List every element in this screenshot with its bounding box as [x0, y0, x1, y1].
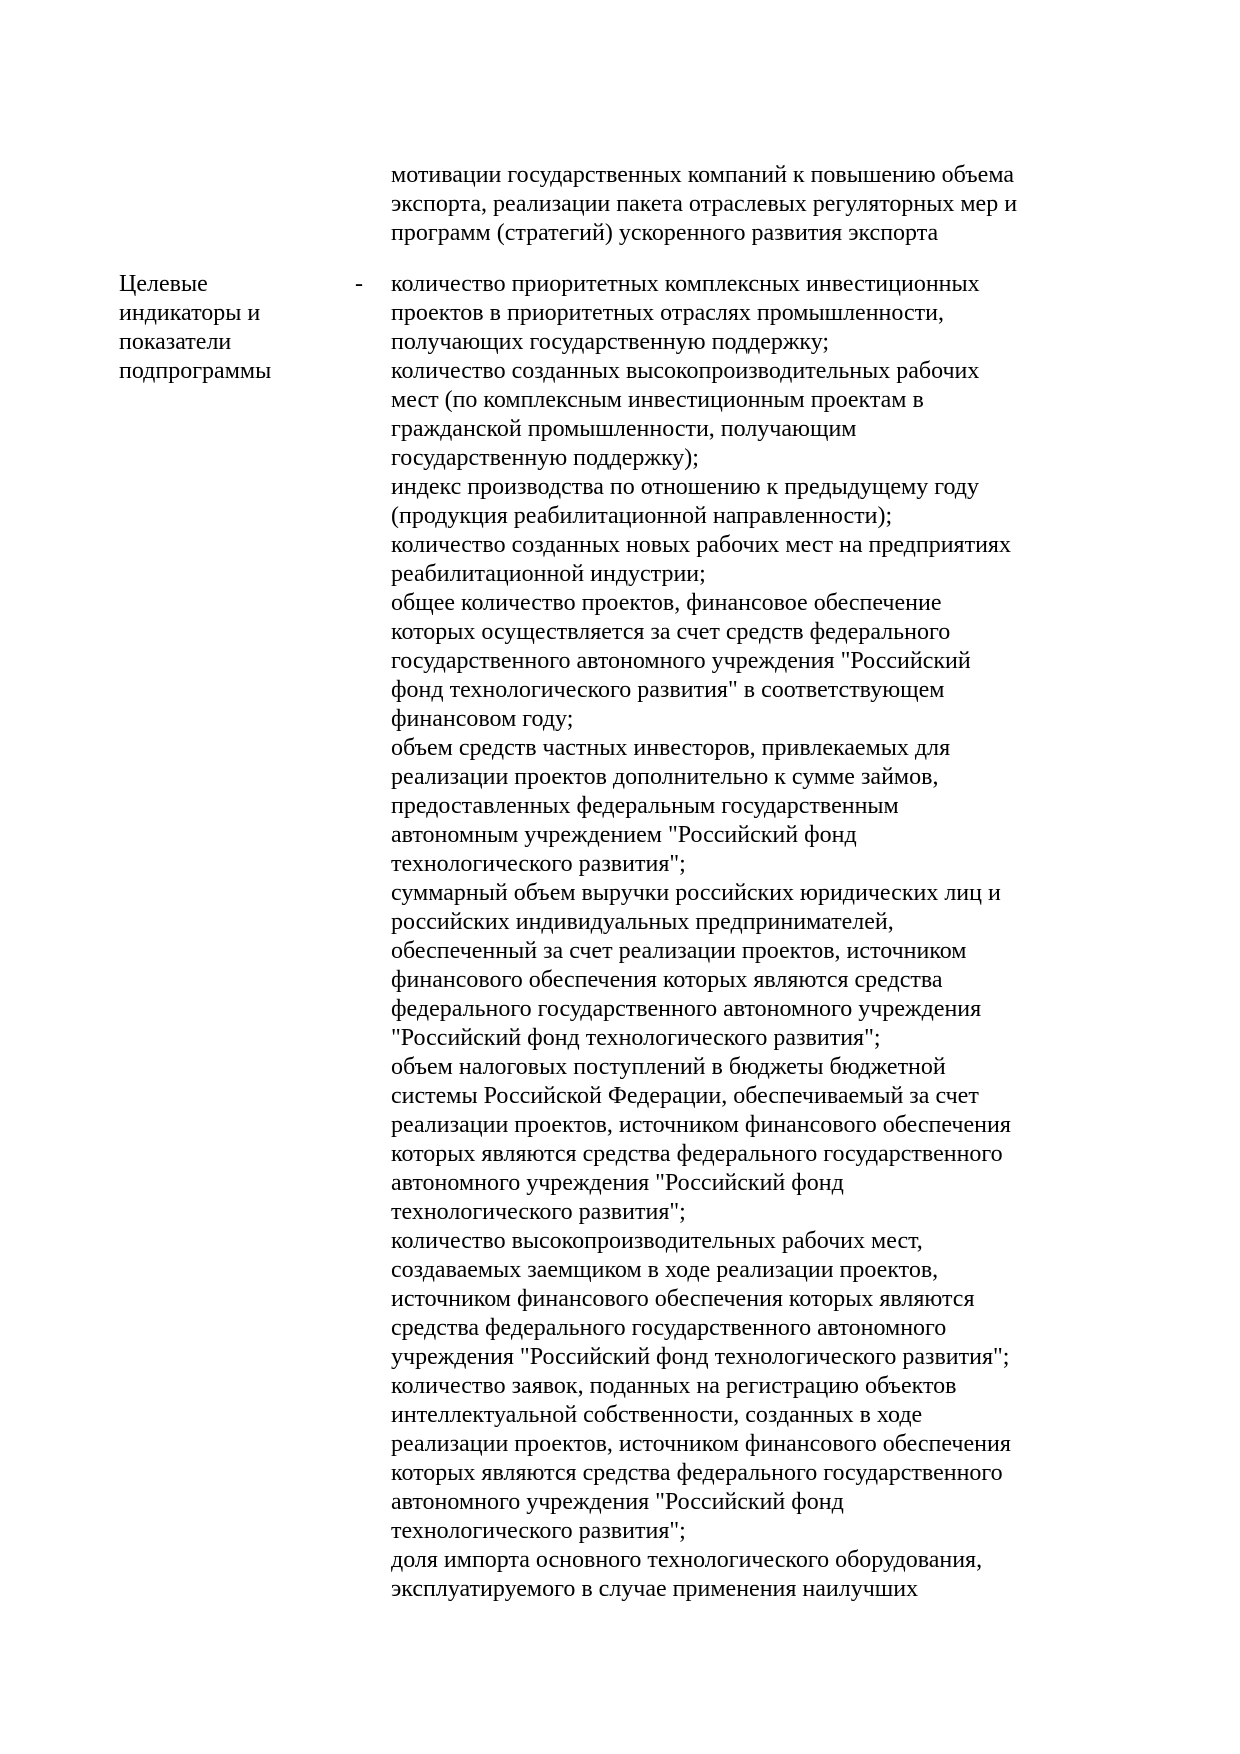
indicator-line: которых являются средства федерального государственного — [391, 1141, 1003, 1167]
indicator-line: финансового обеспечения которых являются средства — [391, 967, 943, 993]
indicator-line: источником финансового обеспечения которых являются — [391, 1286, 975, 1312]
indicator-line: учреждения "Российский фонд технологического развития"; — [391, 1344, 1010, 1370]
indicator-line: доля импорта основного технологического оборудования, — [391, 1547, 983, 1573]
indicator-line: гражданской промышленности, получающим — [391, 416, 857, 442]
continuation-line: программ (стратегий) ускоренного развития экспорта — [391, 220, 939, 246]
section-label-line: индикаторы и — [119, 300, 261, 326]
section-label-line: подпрограммы — [119, 358, 272, 384]
indicator-line: автономного учреждения "Российский фонд — [391, 1170, 844, 1196]
indicator-line: количество заявок, поданных на регистрацию объектов — [391, 1373, 957, 1399]
indicator-line: (продукция реабилитационной направленности); — [391, 503, 893, 529]
indicator-line: реализации проектов, источником финансового обеспечения — [391, 1431, 1011, 1457]
indicator-line: предоставленных федеральным государственным — [391, 793, 899, 819]
indicator-line: фонд технологического развития" в соответствующем — [391, 677, 945, 703]
indicator-line: государственную поддержку); — [391, 445, 699, 471]
indicator-line: получающих государственную поддержку; — [391, 329, 830, 355]
continuation-line: экспорта, реализации пакета отраслевых регуляторных мер и — [391, 191, 1018, 217]
section-label-line: показатели — [119, 329, 232, 355]
indicator-line: средства федерального государственного автономного — [391, 1315, 947, 1341]
indicator-line: индекс производства по отношению к предыдущему году — [391, 474, 980, 500]
indicator-line: мест (по комплексным инвестиционным проектам в — [391, 387, 924, 413]
indicator-line: реализации проектов, источником финансового обеспечения — [391, 1112, 1011, 1138]
indicator-line: проектов в приоритетных отраслях промышленности, — [391, 300, 944, 326]
indicator-line: обеспеченный за счет реализации проектов, источником — [391, 938, 967, 964]
indicator-line: которых осуществляется за счет средств федерального — [391, 619, 951, 645]
indicator-line: которых являются средства федерального государственного — [391, 1460, 1003, 1486]
indicator-line: суммарный объем выручки российских юридических лиц и — [391, 880, 1001, 906]
indicator-line: технологического развития"; — [391, 1199, 686, 1225]
indicator-line: количество созданных высокопроизводительных рабочих — [391, 358, 980, 384]
indicator-line: технологического развития"; — [391, 851, 686, 877]
indicator-line: реализации проектов дополнительно к сумме займов, — [391, 764, 939, 790]
section-label-line: Целевые — [119, 271, 208, 297]
indicator-line: объем средств частных инвесторов, привлекаемых для — [391, 735, 951, 761]
indicator-line: количество высокопроизводительных рабочих мест, — [391, 1228, 923, 1254]
indicator-line: количество приоритетных комплексных инвестиционных — [391, 271, 980, 297]
indicator-line: технологического развития"; — [391, 1518, 686, 1544]
indicator-line: "Российский фонд технологического развития"; — [391, 1025, 881, 1051]
indicator-line: создаваемых заемщиком в ходе реализации проектов, — [391, 1257, 939, 1283]
indicator-line: системы Российской Федерации, обеспечиваемый за счет — [391, 1083, 979, 1109]
indicator-line: автономного учреждения "Российский фонд — [391, 1489, 844, 1515]
indicator-line: интеллектуальной собственности, созданных в ходе — [391, 1402, 923, 1428]
continuation-line: мотивации государственных компаний к повышению объема — [391, 162, 1014, 188]
indicator-line: российских индивидуальных предпринимателей, — [391, 909, 894, 935]
indicator-line: объем налоговых поступлений в бюджеты бюджетной — [391, 1054, 946, 1080]
indicator-line: государственного автономного учреждения "Российский — [391, 648, 971, 674]
indicator-line: финансовом году; — [391, 706, 574, 732]
indicator-line: автономным учреждением "Российский фонд — [391, 822, 857, 848]
indicator-line: количество созданных новых рабочих мест на предприятиях — [391, 532, 1011, 558]
section-separator-dash: - — [355, 271, 363, 297]
indicator-line: федерального государственного автономного учреждения — [391, 996, 982, 1022]
indicator-line: эксплуатируемого в случае применения наилучших — [391, 1576, 919, 1602]
indicator-line: общее количество проектов, финансовое обеспечение — [391, 590, 942, 616]
indicator-line: реабилитационной индустрии; — [391, 561, 706, 587]
